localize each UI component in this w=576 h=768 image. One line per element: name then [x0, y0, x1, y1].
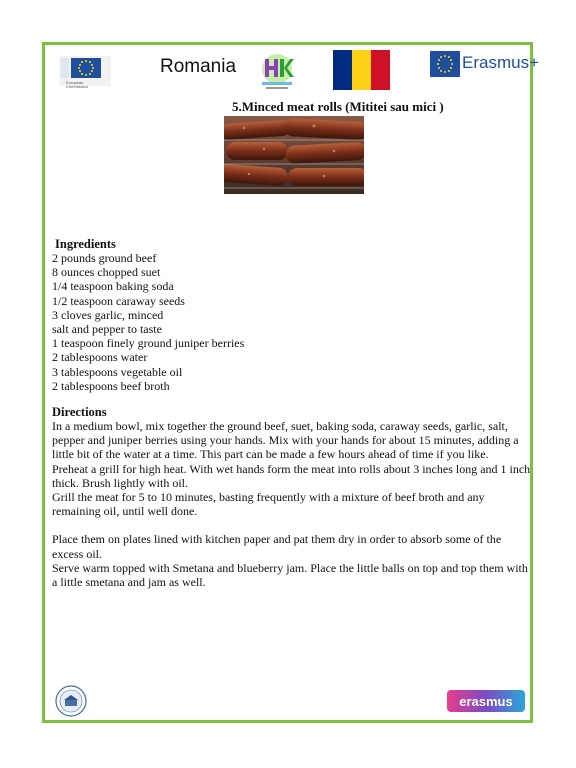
eu-commission-label: European Commission	[66, 80, 89, 89]
ingredient-item: 2 pounds ground beef	[52, 251, 157, 265]
romania-flag	[333, 50, 390, 90]
ingredients-heading: Ingredients	[55, 237, 116, 251]
recipe-title: 5.Minced meat rolls (Mititei sau mici )	[232, 99, 444, 114]
ingredient-item: 3 cloves garlic, minced	[52, 307, 164, 322]
erasmus-plus-logo	[430, 51, 539, 81]
country-name: Romania	[160, 56, 237, 77]
eu-flag-icon	[430, 51, 460, 77]
ingredient-item: 3 tablespoons vegetable oil	[52, 364, 183, 379]
serving-paragraph: Place them on plates lined with kitchen paper and pat them dry in order to absorb some of the excess oil.	[52, 532, 502, 561]
erasmus-footer-logo	[447, 690, 525, 712]
directions-text	[52, 419, 532, 589]
direction-paragraph: Preheat a grill for high heat. With wet hands form the meat into rolls about 3 inches long and 1 inch thick. Brush lightly with oil.	[52, 461, 531, 490]
grilled-meat-rolls-photo	[224, 116, 364, 194]
ingredient-item: 2 tablespoons water	[52, 350, 148, 365]
paragraph-spacer	[52, 518, 532, 532]
erasmus-plus-wordmark: Erasmus+	[462, 53, 539, 72]
directions-heading: Directions	[52, 405, 107, 419]
ingredient-item: 1/4 teaspoon baking soda	[52, 279, 174, 294]
ingredient-item: salt and pepper to taste	[52, 322, 162, 337]
project-logo	[256, 52, 298, 94]
direction-paragraph: In a medium bowl, mix together the ground beef, suet, baking soda, caraway seeds, garlic, salt, pepper and juniper berries using your hands. Mix with your hands for about 15 minutes, adding a little bit of the water at a time. This part can be made a few hours ahead of time if you like.	[52, 419, 519, 462]
direction-paragraph: Grill the meat for 5 to 10 minutes, basting frequently with a mixture of beef broth and any remaining oil, until well done.	[52, 490, 485, 519]
serving-paragraph: Serve warm topped with Smetana and blueberry jam. Place the little balls on top and top them with a little smetana and jam as well.	[52, 560, 528, 590]
ingredient-item: 1 teaspoon finely ground juniper berries	[52, 336, 245, 351]
ingredient-item: 2 tablespoons beef broth	[52, 378, 170, 393]
ingredient-item: 1/2 teaspoon caraway seeds	[52, 293, 185, 308]
erasmus-footer-wordmark: erasmus	[459, 694, 513, 709]
ingredients-list	[52, 251, 244, 393]
ingredient-item: 8 ounces chopped suet	[52, 265, 161, 280]
school-seal-logo	[55, 685, 87, 717]
